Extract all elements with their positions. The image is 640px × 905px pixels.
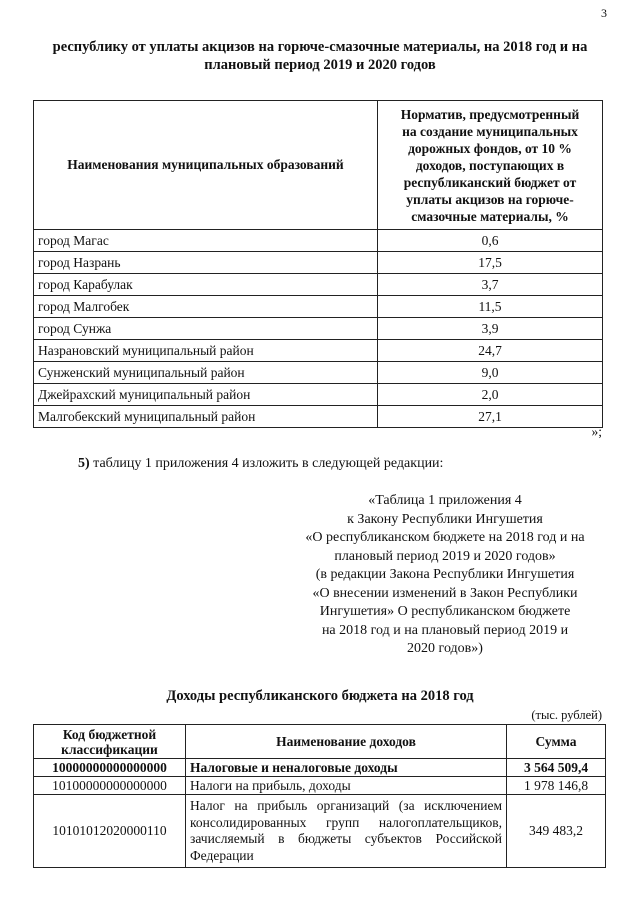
municipality-name: город Сунжа [34, 318, 378, 340]
units-label: (тыс. рублей) [531, 708, 602, 722]
municipality-name: город Карабулак [34, 274, 378, 296]
income-sum: 3 564 509,4 [507, 759, 606, 777]
municipality-name: город Магас [34, 230, 378, 252]
header-code-line: Код бюджетной [62, 726, 157, 742]
table-row [34, 230, 603, 252]
municipality-name: Малгобекский муниципальный район [34, 406, 378, 428]
quote-block [286, 492, 604, 659]
income-table-header [34, 725, 606, 759]
budget-code: 10100000000000000 [34, 777, 186, 795]
norm-header-line: республиканский бюджет от [403, 174, 577, 190]
table-row [34, 296, 603, 318]
municipality-name: Сунженский муниципальный район [34, 362, 378, 384]
norm-value: 3,9 [378, 318, 603, 340]
norm-header-line: Норматив, предусмотренный [400, 106, 580, 122]
income-table [33, 724, 606, 868]
quote-line: «О внесении изменений в Закон Республики [312, 585, 578, 601]
norm-value: 2,0 [378, 384, 603, 406]
table-row [34, 340, 603, 362]
income-name-line: консолидированных групп налогоплательщиков, [190, 814, 502, 830]
quote-line: плановый период 2019 и 2020 годов» [334, 548, 556, 564]
header-code [34, 725, 186, 759]
norm-value: 17,5 [378, 252, 603, 274]
municipality-name: Назрановский муниципальный район [34, 340, 378, 362]
quote-line: «О республиканском бюджете на 2018 год и на [305, 530, 585, 545]
income-sum: 349 483,2 [507, 795, 606, 868]
page-number: 3 [601, 6, 607, 20]
norm-value: 27,1 [378, 406, 603, 428]
table-row [34, 406, 603, 428]
heading-line-2: плановый период 2019 и 2020 годов [204, 57, 436, 73]
municipality-name: Джейрахский муниципальный район [34, 384, 378, 406]
income-name [186, 795, 507, 868]
norm-value: 3,7 [378, 274, 603, 296]
paragraph-5 [78, 456, 443, 472]
norm-header-line: доходов, поступающих в [415, 157, 565, 173]
norm-header-value [378, 101, 603, 230]
norm-value: 24,7 [378, 340, 603, 362]
paragraph-number: 5) [78, 456, 90, 471]
table-row [34, 362, 603, 384]
budget-code: 10101012020000110 [34, 795, 186, 868]
norm-header-line: смазочные материалы, % [411, 208, 569, 224]
budget-code: 10000000000000000 [34, 759, 186, 777]
norm-table-header [34, 101, 603, 230]
norm-header-line: дорожных фондов, от 10 % [408, 140, 572, 156]
norm-value: 9,0 [378, 362, 603, 384]
norm-table [33, 100, 603, 428]
closing-quote: »; [591, 424, 602, 439]
norm-header-line: уплаты акцизов на горюче- [406, 191, 574, 207]
income-name-line: Федерации [190, 847, 254, 863]
header-code-line: классификации [61, 741, 158, 757]
municipality-name: город Назрань [34, 252, 378, 274]
quote-line: «Таблица 1 приложения 4 [368, 493, 522, 508]
municipality-name: город Малгобек [34, 296, 378, 318]
norm-value: 11,5 [378, 296, 603, 318]
table-row [34, 252, 603, 274]
table-row [34, 759, 606, 777]
norm-header-name: Наименования муниципальных образований [34, 101, 378, 230]
income-sum: 1 978 146,8 [507, 777, 606, 795]
income-name-line: зачисляемый в бюджеты субъектов Российской [190, 831, 502, 846]
income-name: Налоги на прибыль, доходы [186, 777, 507, 795]
quote-line: 2020 годов») [407, 641, 483, 656]
section-heading [30, 38, 610, 74]
quote-line: (в редакции Закона Республики Ингушетия [315, 567, 575, 582]
income-name-line: Налог на прибыль организаций (за исключением [190, 798, 502, 813]
table-row [34, 795, 606, 868]
norm-value: 0,6 [378, 230, 603, 252]
quote-line: к Закону Республики Ингушетия [347, 511, 543, 527]
table-row [34, 384, 603, 406]
heading-line-1: республику от уплаты акцизов на горюче-смазочные материалы, на 2018 год и на [52, 39, 588, 55]
quote-line: на 2018 год и на плановый период 2019 и [321, 622, 569, 638]
header-sum: Сумма [507, 725, 606, 759]
table-row [34, 777, 606, 795]
quote-line: Ингушетия» О республиканском бюджете [319, 604, 571, 619]
header-income-name: Наименование доходов [186, 725, 507, 759]
table-row [34, 318, 603, 340]
income-table-title: Доходы республиканского бюджета на 2018 год [166, 688, 474, 704]
table-row [34, 274, 603, 296]
income-name: Налоговые и неналоговые доходы [186, 759, 507, 777]
paragraph-text: таблицу 1 приложения 4 изложить в следующей редакции: [89, 456, 444, 471]
norm-header-line: на создание муниципальных [402, 123, 578, 139]
